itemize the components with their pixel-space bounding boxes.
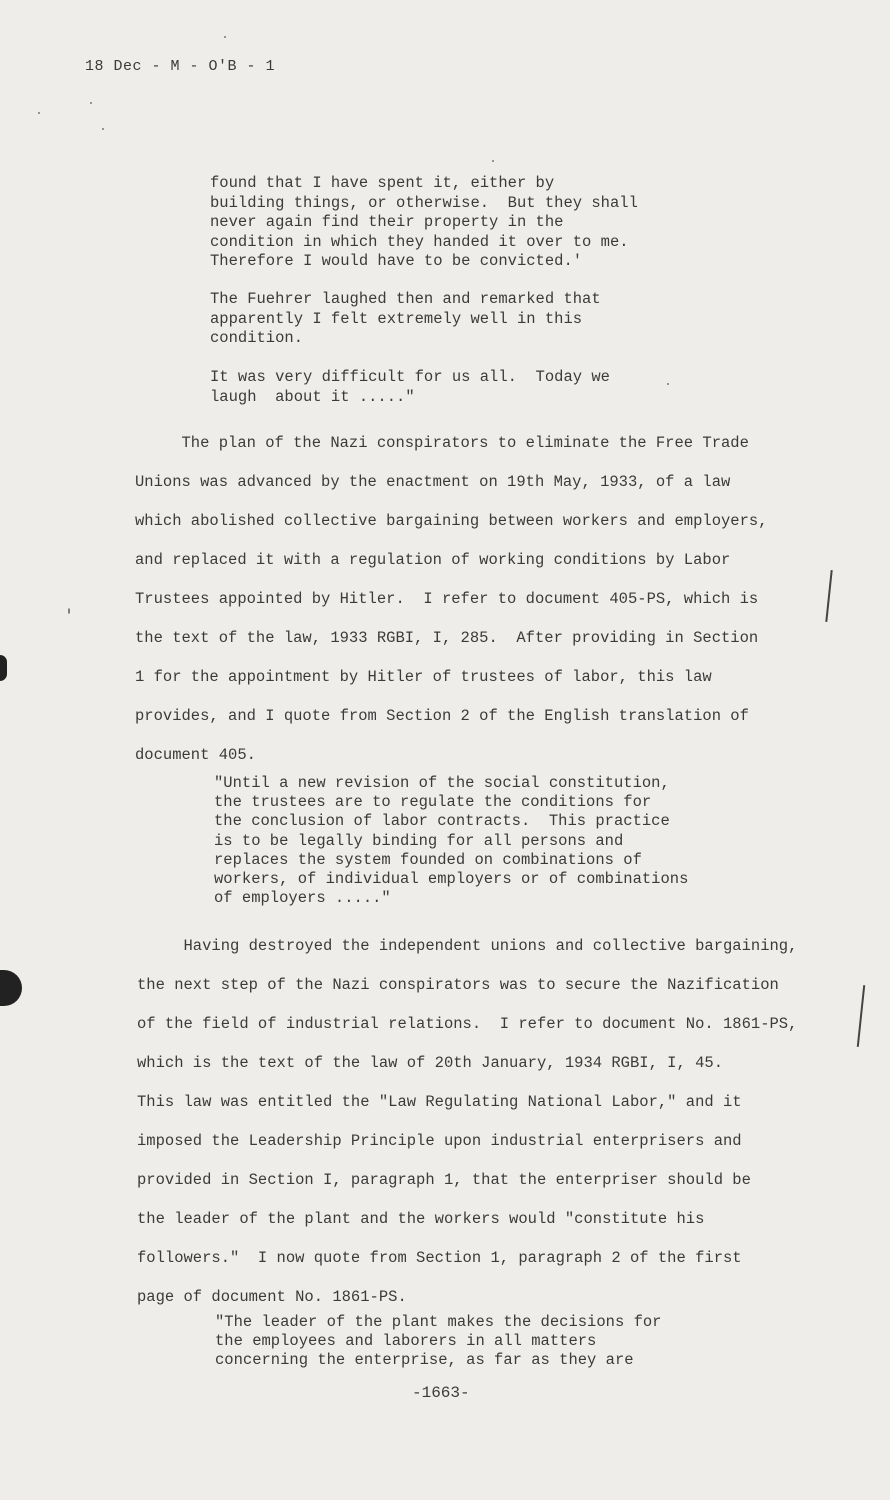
scan-speck: [224, 36, 226, 38]
text-line: concerning the enterprise, as far as they are: [215, 1351, 634, 1370]
text-line: page of document No. 1861-PS.: [137, 1288, 407, 1306]
text-line: Unions was advanced by the enactment on 19th May, 1933, of a law: [135, 473, 731, 491]
page-number: -1663-: [412, 1384, 470, 1402]
margin-line-mark: [857, 985, 865, 1047]
text-line: apparently I felt extremely well in this: [210, 309, 583, 328]
text-line: workers, of individual employers or of combinations: [214, 870, 689, 889]
text-line: This law was entitled the "Law Regulating National Labor," and it: [137, 1093, 742, 1111]
text-line: the conclusion of labor contracts. This practice: [214, 812, 670, 831]
text-line: laugh about it .....": [210, 387, 415, 406]
text-line: of the field of industrial relations. I refer to document No. 1861-PS,: [137, 1015, 798, 1033]
scan-speck: [667, 383, 669, 385]
text-line: and replaced it with a regulation of working conditions by Labor: [135, 551, 731, 569]
text-line: building things, or otherwise. But they shall: [210, 193, 638, 212]
quote-difficult: [210, 368, 610, 407]
text-line: document 405.: [135, 746, 256, 764]
text-line: of employers .....": [214, 889, 391, 908]
text-line: replaces the system founded on combinations of: [214, 850, 642, 869]
text-line: the text of the law, 1933 RGBI, I, 285. After providing in Section: [135, 629, 759, 647]
quote-continuation: [210, 174, 638, 272]
text-line: "The leader of the plant makes the decisions for: [215, 1313, 662, 1331]
paragraph-free-trade-unions: [135, 424, 768, 775]
text-line: Having destroyed the independent unions and collective bargaining,: [137, 937, 798, 955]
page-header-reference: 18 Dec - M - O'B - 1: [85, 58, 276, 75]
text-line: followers." I now quote from Section 1, paragraph 2 of the first: [137, 1249, 742, 1267]
scan-speck: [68, 608, 70, 614]
text-line: condition.: [210, 329, 304, 347]
text-line: 1 for the appointment by Hitler of trustees of labor, this law: [135, 668, 712, 686]
text-line: provides, and I quote from Section 2 of the English translation of: [135, 707, 749, 725]
text-line: the leader of the plant and the workers would "constitute his: [137, 1210, 705, 1228]
text-line: It was very difficult for us all. Today we: [210, 368, 610, 386]
text-line: the next step of the Nazi conspirators was to secure the Nazification: [137, 976, 779, 994]
quote-fuehrer-laughed: [210, 290, 601, 349]
text-line: which abolished collective bargaining between workers and employers,: [135, 512, 768, 530]
text-line: is to be legally binding for all persons and: [214, 831, 624, 850]
text-line: "Until a new revision of the social constitution,: [214, 774, 670, 792]
binding-hole-mark: [0, 970, 22, 1006]
text-line: provided in Section I, paragraph 1, that the enterpriser should be: [137, 1171, 751, 1189]
text-line: The plan of the Nazi conspirators to eliminate the Free Trade: [135, 434, 749, 452]
text-line: the trustees are to regulate the conditions for: [214, 793, 652, 812]
scan-speck: [90, 102, 92, 104]
quote-leader-of-plant: [215, 1313, 661, 1371]
scan-speck: [38, 112, 40, 114]
text-line: the employees and laborers in all matters: [215, 1332, 597, 1351]
text-line: imposed the Leadership Principle upon industrial enterprisers and: [137, 1132, 742, 1150]
paragraph-nazification: [137, 927, 797, 1317]
text-line: found that I have spent it, either by: [210, 174, 555, 192]
text-line: condition in which they handed it over to me.: [210, 232, 629, 251]
text-line: never again find their property in the: [210, 213, 564, 231]
quote-section-2: [214, 774, 688, 908]
margin-line-mark: [825, 570, 832, 622]
text-line: which is the text of the law of 20th January, 1934 RGBI, I, 45.: [137, 1054, 723, 1072]
scan-speck: [492, 160, 494, 162]
binding-hole-mark: [0, 655, 7, 681]
text-line: The Fuehrer laughed then and remarked that: [210, 290, 601, 308]
text-line: Therefore I would have to be convicted.': [210, 252, 583, 270]
text-line: Trustees appointed by Hitler. I refer to document 405-PS, which is: [135, 590, 759, 608]
scan-speck: [102, 128, 104, 130]
